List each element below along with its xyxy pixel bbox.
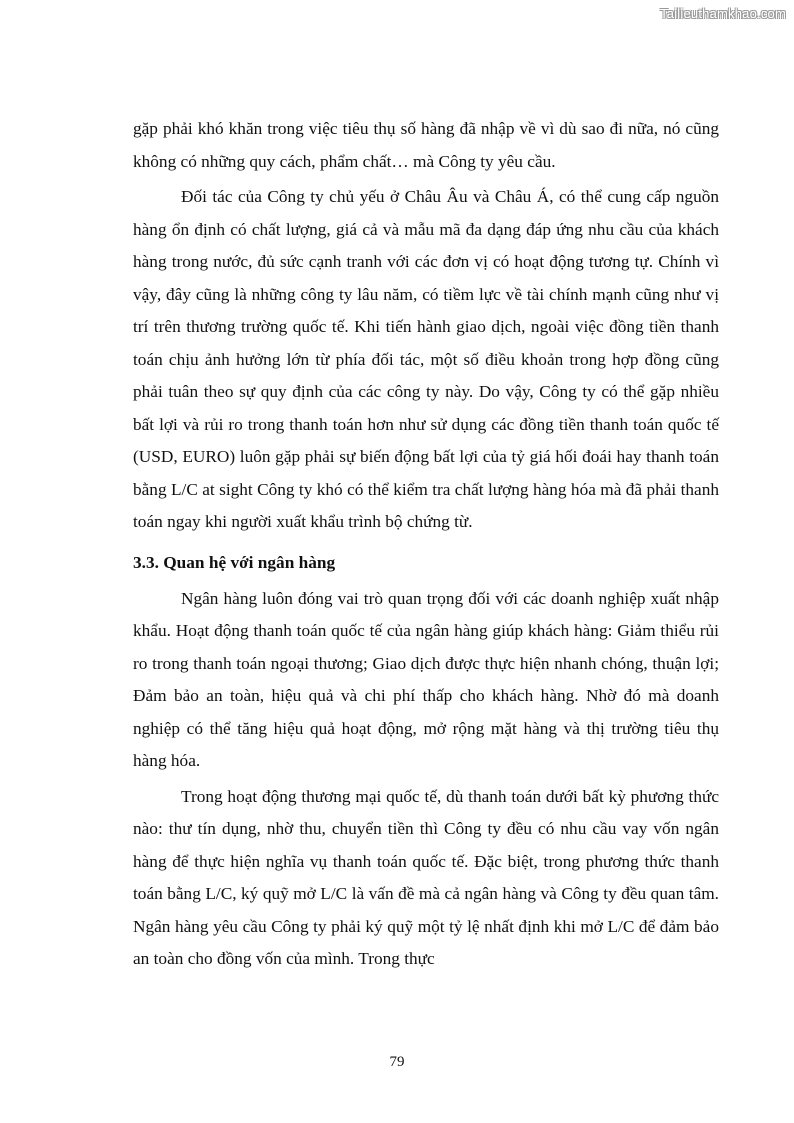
paragraph-partners: Đối tác của Công ty chủ yếu ở Châu Âu và Châu Á, có thể cung cấp nguồn hàng ổn định có chất lượng, giá cả và mẫu mã đa dạng đáp ứng nhu cầu của khách hàng trong nước, đủ sức cạnh tranh với các đơn vị có hoạt động tương tự. Chính vì vậy, đây cũng là những công ty lâu năm, có tiềm lực về tài chính mạnh cũng như vị trí trên thương trường quốc tế. Khi tiến hành giao dịch, ngoài việc đồng tiền thanh toán chịu ảnh hưởng lớn từ phía đối tác, một số điều khoản trong hợp đồng cũng phải tuân theo sự quy định của các công ty này. Do vậy, Công ty có thể gặp nhiều bất lợi và rủi ro trong thanh toán hơn như sử dụng các đồng tiền thanh toán quốc tế (USD, EURO) luôn gặp phải sự biến động bất lợi của tỷ giá hối đoái hay thanh toán bằng L/C at sight Công ty khó có thể kiểm tra chất lượng hàng hóa mà đã phải thanh toán ngay khi người xuất khẩu trình bộ chứng từ. xyxy=(133,187,719,531)
section-heading-bank-relations: 3.3. Quan hệ với ngân hàng xyxy=(133,552,336,572)
page-number: 79 xyxy=(389,1054,405,1070)
page-body xyxy=(133,113,719,976)
paragraph-continued: gặp phải khó khăn trong việc tiêu thụ số hàng đã nhập về vì dù sao đi nữa, nó cũng không có những quy cách, phẩm chất… mà Công ty yêu cầu. xyxy=(133,119,719,171)
paragraph-bank-role: Ngân hàng luôn đóng vai trò quan trọng đối với các doanh nghiệp xuất nhập khẩu. Hoạt động thanh toán quốc tế của ngân hàng giúp khách hàng: Giảm thiểu rủi ro trong thanh toán ngoại thương; Giao dịch được thực hiện nhanh chóng, thuận lợi; Đảm bảo an toàn, hiệu quả và chi phí thấp cho khách hàng. Nhờ đó mà doanh nghiệp có thể tăng hiệu quả hoạt động, mở rộng mặt hàng và thị trường tiêu thụ hàng hóa. xyxy=(133,588,719,770)
watermark-text: Tailieuthamkhao.com xyxy=(660,6,786,21)
paragraph-international-trade: Trong hoạt động thương mại quốc tế, dù thanh toán dưới bất kỳ phương thức nào: thư tín dụng, nhờ thu, chuyển tiền thì Công ty đều có nhu cầu vay vốn ngân hàng để thực hiện nghĩa vụ thanh toán quốc tế. Đặc biệt, trong phương thức thanh toán bằng L/C, ký quỹ mở L/C là vấn đề mà cả ngân hàng và Công ty đều quan tâm. Ngân hàng yêu cầu Công ty phải ký quỹ một tỷ lệ nhất định khi mở L/C để đảm bảo an toàn cho đồng vốn của mình. Trong thực xyxy=(133,786,719,968)
